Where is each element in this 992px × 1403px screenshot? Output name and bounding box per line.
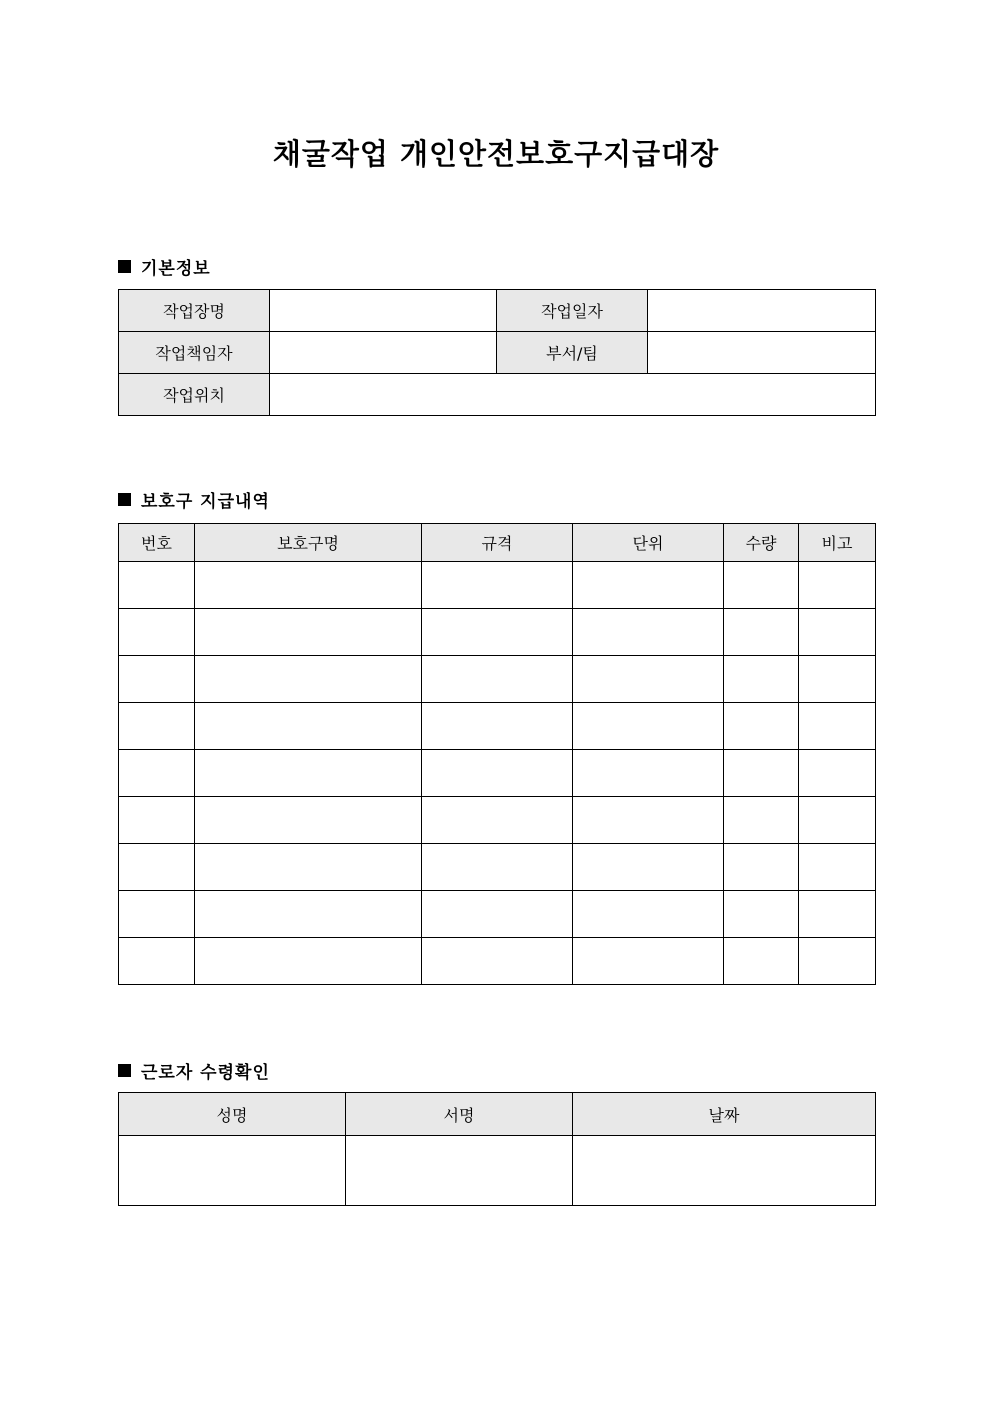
work-site-field[interactable]	[270, 290, 497, 332]
issue-cell-unit[interactable]	[573, 750, 724, 797]
table-row	[119, 844, 876, 891]
issue-cell-number[interactable]	[119, 938, 195, 985]
issue-cell-item-name[interactable]	[195, 703, 422, 750]
issue-cell-number[interactable]	[119, 750, 195, 797]
issue-header-unit: 단위	[573, 524, 724, 562]
supervisor-label: 작업책임자	[119, 332, 270, 374]
issue-cell-spec[interactable]	[422, 562, 573, 609]
department-field[interactable]	[648, 332, 876, 374]
issue-cell-unit[interactable]	[573, 797, 724, 844]
issue-cell-quantity[interactable]	[724, 938, 799, 985]
issue-cell-number[interactable]	[119, 656, 195, 703]
issue-cell-unit[interactable]	[573, 656, 724, 703]
issue-cell-unit[interactable]	[573, 703, 724, 750]
work-site-label: 작업장명	[119, 290, 270, 332]
section-heading-label: 근로자 수령확인	[141, 1063, 270, 1083]
issue-cell-remarks[interactable]	[799, 562, 876, 609]
receipt-signature-field[interactable]	[346, 1136, 573, 1206]
issue-cell-quantity[interactable]	[724, 797, 799, 844]
issue-cell-number[interactable]	[119, 609, 195, 656]
issue-cell-unit[interactable]	[573, 609, 724, 656]
issue-header-quantity: 수량	[724, 524, 799, 562]
location-label: 작업위치	[119, 374, 270, 416]
issue-cell-remarks[interactable]	[799, 797, 876, 844]
issue-cell-spec[interactable]	[422, 891, 573, 938]
issue-cell-number[interactable]	[119, 891, 195, 938]
issue-cell-unit[interactable]	[573, 938, 724, 985]
issue-cell-quantity[interactable]	[724, 844, 799, 891]
department-label: 부서/팀	[497, 332, 648, 374]
issue-cell-spec[interactable]	[422, 609, 573, 656]
issue-cell-quantity[interactable]	[724, 609, 799, 656]
receipt-header-signature: 서명	[346, 1093, 573, 1136]
section-heading-receipt	[118, 1058, 270, 1083]
table-row	[119, 703, 876, 750]
work-date-label: 작업일자	[497, 290, 648, 332]
basic-info-table	[118, 289, 876, 416]
section-heading-label: 보호구 지급내역	[141, 492, 270, 512]
issue-cell-unit[interactable]	[573, 844, 724, 891]
section-heading-label: 기본정보	[141, 259, 211, 279]
table-row	[119, 656, 876, 703]
issue-details-table	[118, 523, 876, 985]
issue-cell-quantity[interactable]	[724, 750, 799, 797]
issue-cell-quantity[interactable]	[724, 891, 799, 938]
issue-cell-number[interactable]	[119, 797, 195, 844]
receipt-table	[118, 1092, 876, 1206]
black-square-icon	[118, 493, 131, 506]
issue-cell-item-name[interactable]	[195, 750, 422, 797]
issue-cell-quantity[interactable]	[724, 562, 799, 609]
issue-cell-item-name[interactable]	[195, 938, 422, 985]
table-row	[119, 750, 876, 797]
location-field[interactable]	[270, 374, 876, 416]
issue-cell-item-name[interactable]	[195, 891, 422, 938]
issue-cell-spec[interactable]	[422, 844, 573, 891]
issue-cell-remarks[interactable]	[799, 656, 876, 703]
issue-cell-number[interactable]	[119, 562, 195, 609]
issue-cell-remarks[interactable]	[799, 938, 876, 985]
issue-cell-remarks[interactable]	[799, 609, 876, 656]
issue-cell-spec[interactable]	[422, 703, 573, 750]
page-title: 채굴작업 개인안전보호구지급대장	[272, 137, 720, 171]
issue-cell-spec[interactable]	[422, 938, 573, 985]
table-row	[119, 562, 876, 609]
issue-cell-unit[interactable]	[573, 562, 724, 609]
issue-cell-unit[interactable]	[573, 891, 724, 938]
issue-cell-quantity[interactable]	[724, 703, 799, 750]
issue-cell-spec[interactable]	[422, 656, 573, 703]
issue-cell-item-name[interactable]	[195, 656, 422, 703]
table-row	[119, 797, 876, 844]
issue-cell-quantity[interactable]	[724, 656, 799, 703]
issue-cell-number[interactable]	[119, 703, 195, 750]
receipt-name-field[interactable]	[119, 1136, 346, 1206]
issue-header-item-name: 보호구명	[195, 524, 422, 562]
section-heading-issue-details	[118, 487, 270, 512]
issue-cell-remarks[interactable]	[799, 891, 876, 938]
table-row	[119, 891, 876, 938]
issue-cell-remarks[interactable]	[799, 750, 876, 797]
issue-cell-number[interactable]	[119, 844, 195, 891]
table-row	[119, 609, 876, 656]
issue-header-spec: 규격	[422, 524, 573, 562]
issue-cell-item-name[interactable]	[195, 844, 422, 891]
section-heading-basic-info	[118, 254, 211, 279]
table-row	[119, 938, 876, 985]
issue-header-number: 번호	[119, 524, 195, 562]
issue-cell-spec[interactable]	[422, 750, 573, 797]
black-square-icon	[118, 1064, 131, 1077]
issue-cell-spec[interactable]	[422, 797, 573, 844]
issue-cell-item-name[interactable]	[195, 562, 422, 609]
issue-cell-item-name[interactable]	[195, 797, 422, 844]
receipt-header-date: 날짜	[573, 1093, 876, 1136]
issue-cell-remarks[interactable]	[799, 844, 876, 891]
issue-header-remarks: 비고	[799, 524, 876, 562]
receipt-header-name: 성명	[119, 1093, 346, 1136]
supervisor-field[interactable]	[270, 332, 497, 374]
receipt-date-field[interactable]	[573, 1136, 876, 1206]
black-square-icon	[118, 260, 131, 273]
issue-cell-item-name[interactable]	[195, 609, 422, 656]
issue-cell-remarks[interactable]	[799, 703, 876, 750]
work-date-field[interactable]	[648, 290, 876, 332]
